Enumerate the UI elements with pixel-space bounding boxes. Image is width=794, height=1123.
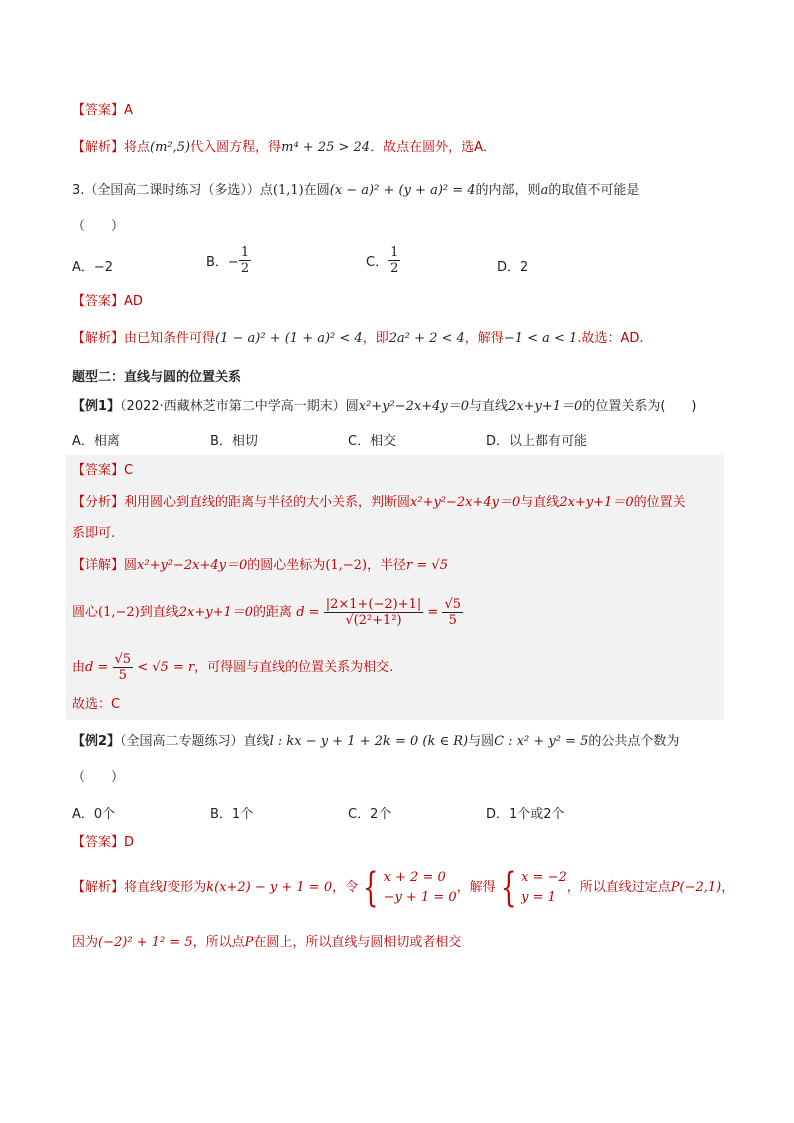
answer-value: D — [124, 835, 135, 850]
analysis-text: 将直线 — [124, 880, 164, 895]
system-row: y = 1 — [521, 889, 556, 905]
fenxi-circle: x²+y²−2x+4y＝0 — [410, 495, 521, 510]
ex2-line: l : kx − y + 1 + 2k = 0 (k ∈ R) — [269, 734, 469, 749]
q3-option-c-label: C． — [366, 255, 389, 270]
analysis-ineq: m⁴ + 25 > 24 — [281, 140, 371, 155]
detail-text: ，半径 — [367, 558, 407, 573]
distance-d: d = — [296, 605, 320, 620]
detail-radius: r = √5 — [406, 558, 448, 573]
analysis-text: ．故点在圆外，选A． — [370, 140, 496, 155]
system-row: x + 2 = 0 — [383, 869, 446, 885]
ex2-stem-text: （全国高二专题练习）直线 — [120, 734, 270, 749]
ex2-answer — [72, 834, 734, 852]
ex1-option-c: C．相交 — [348, 434, 397, 449]
conclusion-ineq: < √5 = r — [137, 660, 195, 675]
q3-blank: （ ） — [72, 219, 125, 234]
equation-system-2 — [521, 868, 567, 908]
analysis-text: 由已知条件可得 — [124, 331, 216, 346]
q3-option-c-fraction — [388, 245, 400, 276]
analysis-l: l — [163, 880, 168, 895]
ex2-blank: （ ） — [72, 770, 125, 785]
ex1-stem-text: 与直线 — [469, 399, 509, 414]
q3-stem-text: 的取值不可能是 — [548, 183, 640, 198]
q3-option-b-fraction — [239, 245, 251, 276]
distance-fraction — [324, 597, 424, 628]
q3-stem — [72, 182, 734, 200]
ex1-fenxi-cont: 系即可. — [72, 526, 116, 541]
fraction-denominator: 5 — [448, 613, 457, 628]
ex1-option-d: D．以上都有可能 — [486, 434, 588, 449]
system-row: −y + 1 = 0 — [383, 889, 457, 905]
answer-tag: 【答案】 — [72, 103, 125, 118]
fenxi-text: 的位置关 — [633, 495, 686, 510]
detail-text: 的圆心坐标为 — [247, 558, 326, 573]
ex1-line: 2x+y+1＝0 — [508, 399, 583, 414]
analysis-form: k(x+2) − y + 1 = 0 — [206, 880, 333, 895]
ex2-option-b: B．1个 — [210, 807, 254, 822]
system-row: x = −2 — [521, 869, 567, 885]
q3-circle-equation: (x − a)² + (y + a)² = 4 — [329, 183, 476, 198]
ex1-answer — [72, 462, 734, 480]
analysis-p: P — [244, 935, 254, 950]
ex2-analysis-last — [72, 934, 734, 952]
answer-tag: 【答案】 — [72, 835, 125, 850]
ex1-option-a: A．相离 — [72, 434, 120, 449]
ex1-stem-text: （2022·西藏林芝市第二中学高一期末）圆 — [120, 399, 359, 414]
ex2-option-c: C．2个 — [348, 807, 392, 822]
analysis-tag: 【解析】 — [72, 331, 125, 346]
ex2-stem-text: 与圆 — [468, 734, 495, 749]
distance-text: 到直线 — [139, 605, 179, 620]
analysis-text: ，解得 — [464, 331, 504, 346]
ex2-analysis — [72, 866, 734, 910]
answer-value: A — [124, 103, 133, 118]
analysis-text: ，解得 — [456, 880, 496, 895]
q3-answer — [72, 293, 734, 311]
fraction-numerator: √5 — [444, 597, 461, 612]
fraction-denominator: 5 — [118, 668, 127, 683]
ex2-option-d: D．1个或2个 — [486, 807, 565, 822]
block1-answer — [72, 102, 734, 120]
ex1-option-b: B．相切 — [210, 434, 258, 449]
distance-line: 2x+y+1＝0 — [178, 605, 254, 620]
ex2-option-a: A．0个 — [72, 807, 116, 822]
block1-analysis — [72, 139, 734, 157]
fraction-denominator: √(2²+1²) — [345, 613, 402, 628]
fraction-numerator: |2×1+(−2)+1| — [325, 597, 422, 612]
analysis-tag: 【解析】 — [72, 880, 125, 895]
analysis-text: 将点 — [124, 140, 151, 155]
conclusion-text: 由 — [72, 660, 86, 675]
distance-result-fraction — [442, 597, 463, 628]
q3-option-a: A．−2 — [72, 260, 114, 275]
analysis-ineq: 2a² + 2 < 4 — [388, 331, 465, 346]
ex1-stem-text: 的位置关系为( ) — [582, 399, 697, 414]
ex2-stem-text: 的公共点个数为 — [588, 734, 680, 749]
distance-text: 圆心 — [72, 605, 99, 620]
analysis-text: 在圆上，所以直线与圆相切或者相交 — [253, 935, 462, 950]
ex1-stem — [72, 398, 734, 416]
analysis-ineq: (1 − a)² + (1 + a)² < 4 — [215, 331, 363, 346]
fraction-denominator: 2 — [240, 261, 250, 276]
detail-tag: 【详解】 — [72, 558, 125, 573]
analysis-equation: (−2)² + 1² = 5 — [98, 935, 193, 950]
q3-option-c — [366, 245, 400, 276]
q3-stem-text: 3.（全国高二课时练习（多选））点 — [72, 183, 273, 198]
fenxi-tag: 【分析】 — [72, 495, 125, 510]
answer-value: AD — [124, 294, 143, 309]
q3-var: a — [540, 183, 549, 198]
detail-circle: x²+y²−2x+4y＝0 — [137, 558, 248, 573]
ex1-circle: x²+y²−2x+4y＝0 — [358, 399, 470, 414]
q3-analysis — [72, 330, 734, 348]
fraction-numerator: √5 — [114, 652, 132, 667]
analysis-point: P(−2,1) — [670, 880, 722, 895]
fraction-numerator: 1 — [240, 245, 250, 260]
fenxi-text: 与直线 — [520, 495, 560, 510]
ex1-choice: 故选：C — [72, 697, 121, 712]
q3-option-b — [206, 245, 251, 276]
answer-tag: 【答案】 — [72, 463, 125, 478]
q3-stem-text: 在圆 — [303, 183, 330, 198]
detail-center: (1,−2) — [325, 558, 368, 573]
ex1-detail — [72, 557, 734, 575]
q3-point: (1,1) — [272, 183, 304, 198]
conclusion-text: ，可得圆与直线的位置关系为相交. — [194, 660, 394, 675]
analysis-ineq: −1 < a < 1 — [503, 331, 578, 346]
conclusion-d: d = — [85, 660, 109, 675]
ex2-stem — [72, 733, 734, 751]
ex1-fenxi — [72, 494, 734, 512]
detail-text: 圆 — [124, 558, 138, 573]
equals-sign: = — [427, 605, 439, 620]
left-brace-icon: { — [500, 864, 517, 911]
fraction-denominator: 2 — [390, 261, 399, 276]
conclusion-fraction — [113, 652, 134, 683]
left-brace-icon: { — [363, 864, 379, 911]
analysis-text: ， — [721, 880, 735, 895]
fenxi-text: 利用圆心到直线的距离与半径的大小关系，判断圆 — [124, 495, 411, 510]
analysis-text: 因为 — [72, 935, 99, 950]
ex1-conclusion — [72, 651, 734, 685]
equation-system-1 — [384, 868, 457, 908]
analysis-point: (m²,5) — [150, 140, 191, 155]
section-title: 题型二：直线与圆的位置关系 — [72, 370, 242, 385]
example-tag: 【例1】 — [72, 399, 121, 414]
ex1-distance — [72, 596, 734, 630]
distance-text: 的距离 — [253, 605, 293, 620]
q3-option-d: D．2 — [497, 260, 529, 275]
analysis-text: .故选：AD. — [577, 331, 644, 346]
answer-value: C — [124, 463, 134, 478]
analysis-text: 变形为 — [167, 880, 207, 895]
analysis-text: ，所以直线过定点 — [566, 880, 671, 895]
answer-tag: 【答案】 — [72, 294, 125, 309]
q3-stem-text: 的内部，则 — [475, 183, 541, 198]
fraction-numerator: 1 — [390, 245, 399, 260]
q3-option-b-label: B．− — [206, 255, 239, 270]
analysis-tag: 【解析】 — [72, 140, 125, 155]
distance-center: (1,−2) — [98, 605, 140, 620]
analysis-text: 代入圆方程，得 — [190, 140, 282, 155]
example-tag: 【例2】 — [72, 734, 121, 749]
ex2-circle: C : x² + y² = 5 — [494, 734, 589, 749]
fenxi-line: 2x+y+1＝0 — [559, 495, 634, 510]
analysis-text: ，即 — [362, 331, 389, 346]
analysis-text: ，所以点 — [192, 935, 245, 950]
analysis-text: ，令 — [332, 880, 359, 895]
